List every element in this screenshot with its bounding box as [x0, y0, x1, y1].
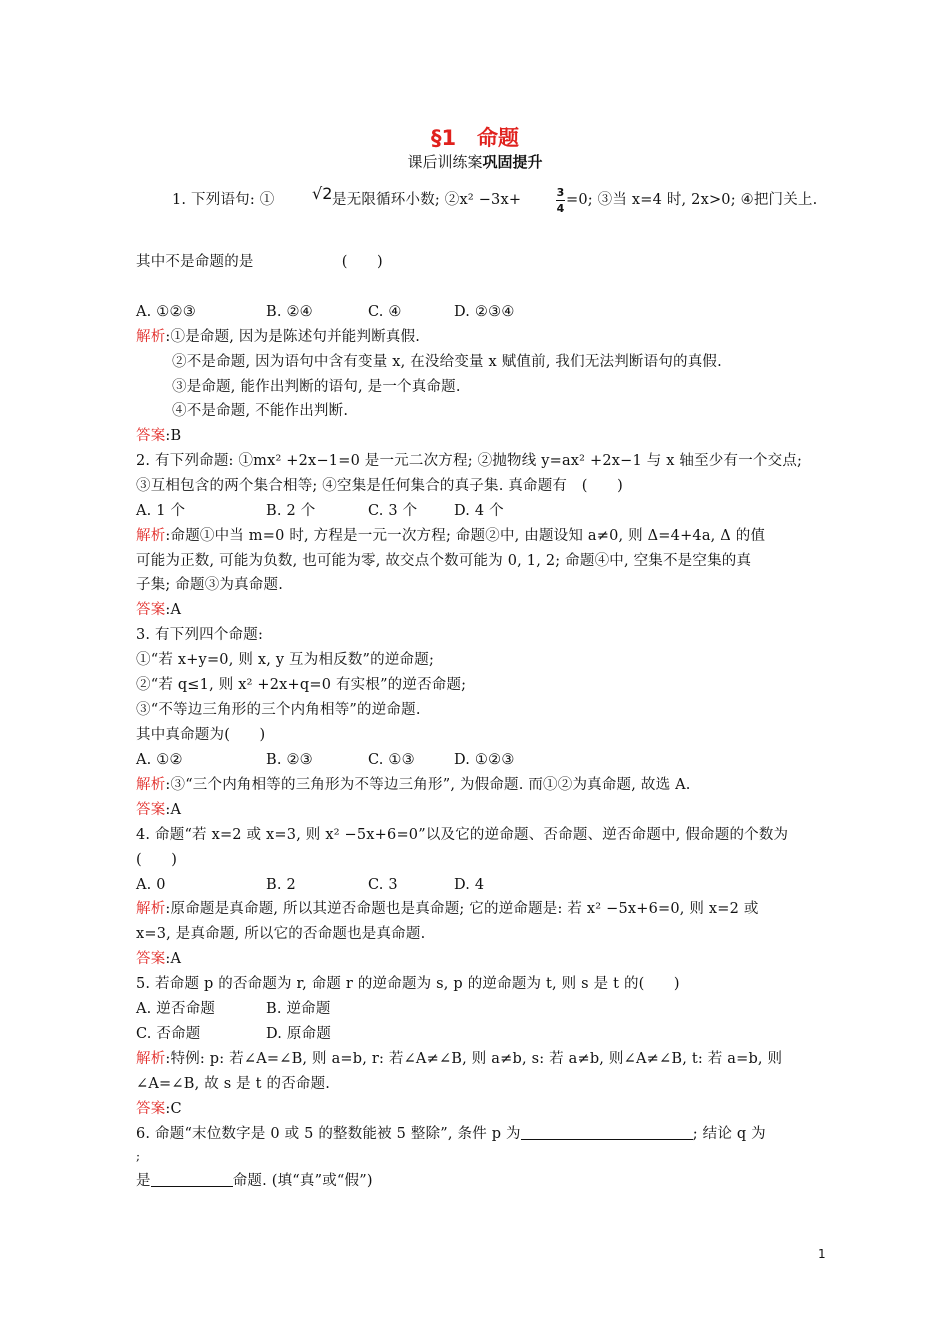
- q4-stem-line-2: ( ): [136, 852, 178, 868]
- subtitle-bold: 巩固提升: [482, 153, 543, 171]
- q1-answer: [136, 426, 826, 446]
- q6-text-a: 6. 命题“末位数字是 0 或 5 的整数能被 5 整除”, 条件 p 为: [136, 1126, 521, 1142]
- q3-options: [136, 750, 826, 770]
- q6-text-b-end: 命题. (填“真”或“假”): [232, 1173, 373, 1189]
- analysis-label: 解析: [136, 1051, 166, 1067]
- q5-options-row-2: [136, 1024, 826, 1044]
- q1-stem-a: 1. 下列语句: ①: [172, 192, 275, 208]
- q1-option-d: D. ②③④: [454, 304, 515, 320]
- q6-blank-truth[interactable]: [151, 1171, 233, 1187]
- q1-stem-b: 是无限循环小数; ②x² −3x+: [332, 192, 522, 208]
- answer-label: 答案: [136, 951, 166, 967]
- answer-value: :A: [165, 802, 182, 818]
- q4-option-b: B. 2: [266, 877, 296, 893]
- q2-analysis-line-1: [136, 526, 826, 546]
- answer-value: :B: [165, 428, 182, 444]
- q2-option-b: B. 2 个: [266, 503, 316, 519]
- q1-stem-d: 其中不是命题的是 ( ): [136, 254, 383, 270]
- page-number: 1: [818, 1247, 826, 1261]
- q6-blank-condition[interactable]: [521, 1124, 693, 1140]
- q3-stem-line-4: ③“不等边三角形的三个内角相等”的逆命题.: [136, 702, 421, 718]
- analysis-label: 解析: [136, 777, 166, 793]
- sqrt-2-expression: √2: [312, 184, 333, 203]
- fraction-bar: [556, 200, 565, 201]
- q4-stem-line-1: 4. 命题“若 x=2 或 x=3, 则 x² −5x+6=0”以及它的逆命题、否命题、逆否命题中, 假命题的个数为: [136, 827, 789, 843]
- q1-analysis-line-1: [136, 327, 826, 347]
- q2-option-d: D. 4 个: [454, 503, 504, 519]
- answer-label: 答案: [136, 428, 166, 444]
- q6-line-2: [136, 1171, 826, 1191]
- q3-answer: [136, 800, 826, 820]
- q2-options: [136, 501, 826, 521]
- fraction-numerator: 3: [556, 186, 565, 199]
- q6-text-a-end: ; 结论 q 为: [692, 1126, 766, 1142]
- q3-analysis-line-1: [136, 775, 826, 795]
- analysis-label: 解析: [136, 329, 166, 345]
- q2-analysis-line-3: 子集; 命题③为真命题.: [136, 577, 284, 593]
- q1-option-a: A. ①②③: [136, 304, 196, 320]
- q2-stem-line-1: 2. 有下列命题: ①mx² +2x−1=0 是一元二次方程; ②抛物线 y=ax² +2x−1 与 x 轴至少有一个交点;: [136, 453, 803, 469]
- fraction-denominator: 4: [556, 202, 565, 215]
- q6-line-1: [136, 1124, 826, 1144]
- q2-option-c: C. 3 个: [368, 503, 418, 519]
- q4-option-d: D. 4: [454, 877, 485, 893]
- q3-option-c: C. ①③: [368, 752, 415, 768]
- q2-answer: [136, 600, 826, 620]
- analysis-label: 解析: [136, 528, 166, 544]
- q1-analysis-line-2: ②不是命题, 因为语句中含有变量 x, 在没给变量 x 赋值前, 我们无法判断语句的真假.: [172, 354, 722, 370]
- q5-answer: [136, 1099, 826, 1119]
- q4-option-c: C. 3: [368, 877, 398, 893]
- q4-analysis-line-2: x=3, 是真命题, 所以它的否命题也是真命题.: [136, 926, 426, 942]
- subtitle-prefix: 课后训练案: [407, 153, 483, 171]
- q5-option-a: A. 逆否命题: [136, 1001, 216, 1017]
- q3-stem-line-1: 3. 有下列四个命题:: [136, 627, 264, 643]
- fraction-three-quarters: [556, 186, 565, 215]
- page-subtitle: [0, 151, 950, 172]
- analysis-text: :①是命题, 因为是陈述句并能判断真假.: [165, 329, 421, 345]
- q3-stem-line-2: ①“若 x+y=0, 则 x, y 互为相反数”的逆命题;: [136, 652, 435, 668]
- q4-analysis-line-1: [136, 899, 826, 919]
- answer-label: 答案: [136, 602, 166, 618]
- answer-label: 答案: [136, 1101, 166, 1117]
- answer-value: :C: [165, 1101, 182, 1117]
- q6-semicolon: ;: [136, 1149, 141, 1163]
- answer-value: :A: [165, 602, 182, 618]
- answer-label: 答案: [136, 802, 166, 818]
- analysis-text: :特例: p: 若∠A=∠B, 则 a=b, r: 若∠A≠∠B, 则 a≠b, s: 若 a≠b, 则∠A≠∠B, t: 若 a=b, 则: [165, 1051, 783, 1067]
- q2-analysis-line-2: 可能为正数, 可能为负数, 也可能为零, 故交点个数可能为 0, 1, 2; 命题④中, 空集不是空集的真: [136, 553, 752, 569]
- q5-options-row-1: [136, 999, 826, 1019]
- q2-stem-line-2: ③互相包含的两个集合相等; ④空集是任何集合的真子集. 真命题有 ( ): [136, 478, 623, 494]
- q3-option-a: A. ①②: [136, 752, 183, 768]
- answer-value: :A: [165, 951, 182, 967]
- q1-stem-c: =0; ③当 x=4 时, 2x>0; ④把门关上.: [566, 192, 818, 208]
- q3-option-b: B. ②③: [266, 752, 313, 768]
- q3-stem-line-5: 其中真命题为( ): [136, 727, 266, 743]
- q5-analysis-line-2: ∠A=∠B, 故 s 是 t 的否命题.: [136, 1076, 331, 1092]
- q3-stem-line-3: ②“若 q≤1, 则 x² +2x+q=0 有实根”的逆否命题;: [136, 677, 467, 693]
- q2-option-a: A. 1 个: [136, 503, 186, 519]
- q1-options: [136, 302, 826, 322]
- q5-option-c: C. 否命题: [136, 1026, 201, 1042]
- q3-option-d: D. ①②③: [454, 752, 515, 768]
- page-title: §1 命题: [430, 126, 520, 150]
- q1-option-b: B. ②④: [266, 304, 313, 320]
- q5-analysis-line-1: [136, 1049, 826, 1069]
- q1-analysis-line-4: ④不是命题, 不能作出判断.: [172, 403, 349, 419]
- q5-stem: 5. 若命题 p 的否命题为 r, 命题 r 的逆命题为 s, p 的逆命题为 t, 则 s 是 t 的( ): [136, 976, 680, 992]
- q4-options: [136, 875, 826, 895]
- analysis-label: 解析: [136, 901, 166, 917]
- q1-analysis-line-3: ③是命题, 能作出判断的语句, 是一个真命题.: [172, 379, 461, 395]
- q4-answer: [136, 949, 826, 969]
- q5-option-b: B. 逆命题: [266, 1001, 331, 1017]
- analysis-text: :命题①中当 m=0 时, 方程是一元一次方程; 命题②中, 由题设知 a≠0, 则 Δ=4+4a, Δ 的值: [165, 528, 766, 544]
- q5-option-d: D. 原命题: [266, 1026, 332, 1042]
- q1-option-c: C. ④: [368, 304, 402, 320]
- analysis-text: :原命题是真命题, 所以其逆否命题也是真命题; 它的逆命题是: 若 x² −5x+6=0, 则 x=2 或: [165, 901, 759, 917]
- q4-option-a: A. 0: [136, 877, 166, 893]
- analysis-text: :③“三个内角相等的三角形为不等边三角形”, 为假命题. 而①②为真命题, 故选 A.: [165, 777, 691, 793]
- q6-text-b-start: 是: [136, 1173, 151, 1189]
